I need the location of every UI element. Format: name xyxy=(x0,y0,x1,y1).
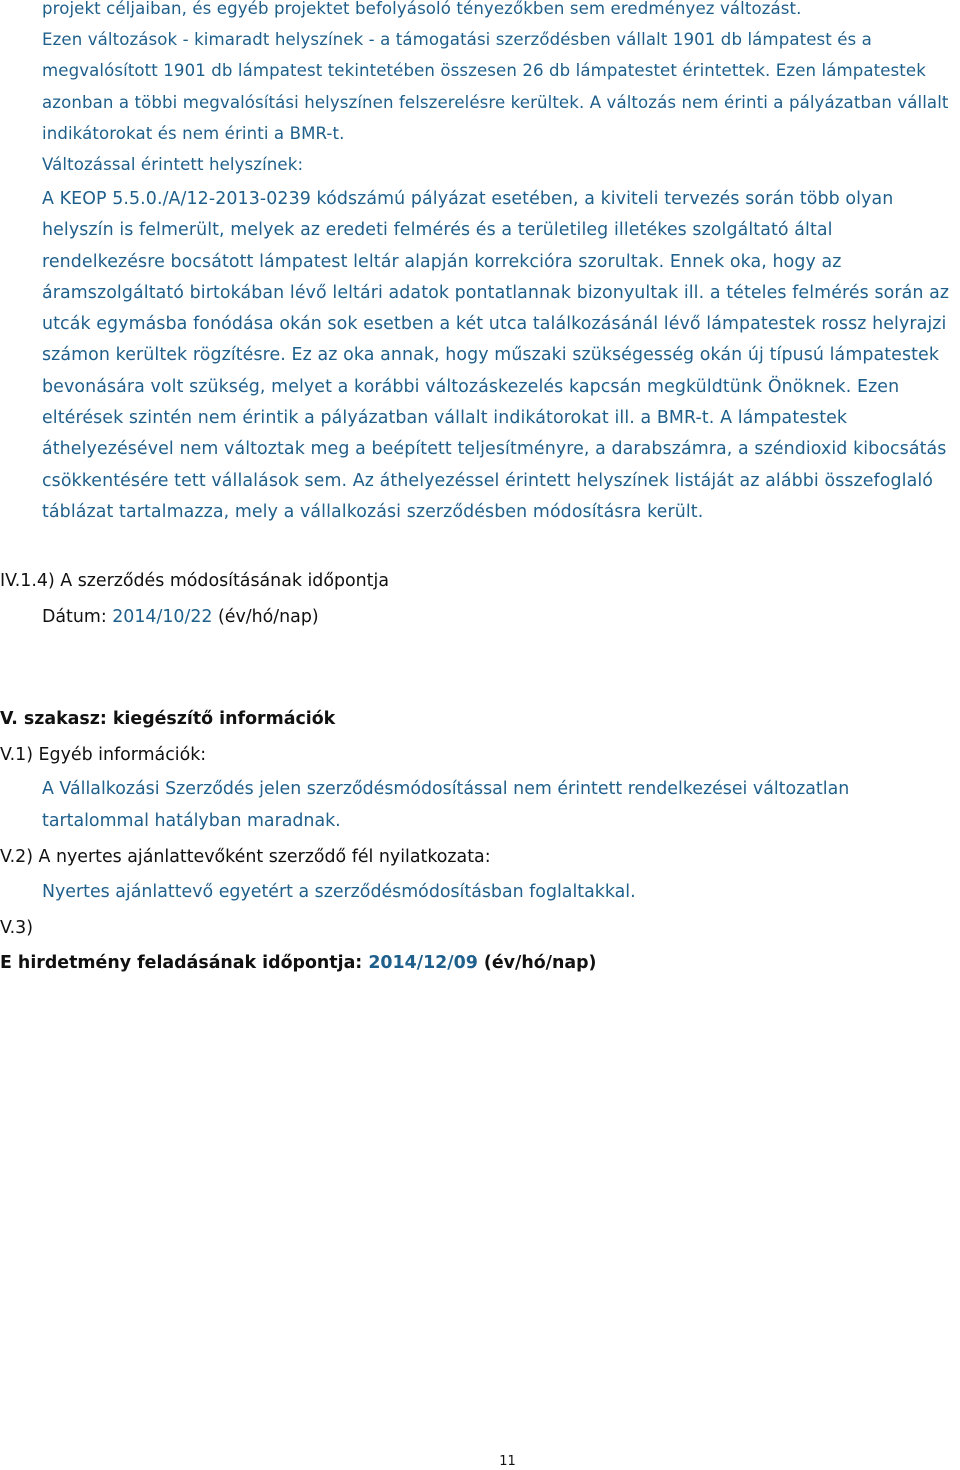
section-v-title-text: V. szakasz: kiegészítő információk xyxy=(0,709,336,729)
v1-heading xyxy=(0,743,206,767)
v2-text xyxy=(42,877,942,909)
affected-locations-label: Változással érintett helyszínek: xyxy=(42,155,304,175)
section-iv-heading xyxy=(0,569,389,593)
intro-paragraph xyxy=(42,0,954,180)
keop-paragraph-text: A KEOP 5.5.0./A/12-2013-0239 kódszámú pályázat esetében, a kiviteli tervezés során több olyan helyszín is felmerült, melyek az eredeti felmérés és a területileg illetékes szolgáltató által rendelkezésre bocsátott lámpatest leltár alapján korrekcióra szorultak. Ennek oka, hogy az áramszolgáltató birtokában lévő leltári adatok pontatlannak bizonyultak ill. a tételes felmérés során az utcák egymásba fonódása okán sok esetben a két utca találkozásánál lévő lámpatestek rossz helyrajzi számon kerültek rögzítésre. Ez az oka annak, hogy műszaki szükségesség okán új típusú lámpatestek bevonására volt szükség, melyet a korábbi változáskezelés kapcsán megküldtünk Önöknek. Ezen eltérések szintén nem érintik a pályázatban vállalt indikátorokat ill. a BMR-t. A lámpatestek áthelyezésével nem változtak meg a beépített teljesítményre, a darabszámra, a széndioxid kibocsátás csökkentésére tett vállalások sem. Az áthelyezéssel érintett helyszínek listáját az alábbi összefoglaló táblázat tartalmazza, mely a vállalkozási szerződésben módosításra került. xyxy=(42,189,950,522)
section-v-title xyxy=(0,707,335,731)
intro-changes-text: Ezen változások - kimaradt helyszínek - a támogatási szerződésben vállalt 1901 db lámpatest és a megvalósított 1901 db lámpatest tekintetében összesen 26 db lámpatestet érintettek. Ezen lámpatestek azonban a többi megvalósítási helyszínen felszerelésre kerültek. A változás nem érinti a pályázatban vállalt indikátorokat és nem érinti a BMR-t. xyxy=(42,30,949,143)
keop-paragraph xyxy=(42,184,954,528)
date-value: 2014/10/22 xyxy=(112,607,213,627)
date-suffix: (év/hó/nap) xyxy=(212,607,319,627)
v1-text xyxy=(42,774,942,837)
v1-heading-text: V.1) Egyéb információk: xyxy=(0,745,207,765)
v1-text-content: A Vállalkozási Szerződés jelen szerződésmódosítással nem érintett rendelkezései változatlan tartalommal hatályban maradnak. xyxy=(42,779,850,831)
page-number: 11 xyxy=(499,1454,516,1469)
date-label: Dátum: xyxy=(42,607,113,627)
v3-heading xyxy=(0,916,33,940)
publish-suffix: (év/hó/nap) xyxy=(477,953,597,973)
v2-text-content: Nyertes ajánlattevő egyetért a szerződésmódosításban foglaltakkal. xyxy=(42,882,636,902)
v2-heading xyxy=(0,845,491,869)
intro-line-1: projekt céljaiban, és egyéb projektet befolyásoló tényezőkben sem eredményez változást. xyxy=(42,0,802,18)
publish-date: 2014/12/09 xyxy=(368,953,478,973)
v2-heading-text: V.2) A nyertes ajánlattevőként szerződő fél nyilatkozata: xyxy=(0,847,491,867)
v3-heading-text: V.3) xyxy=(0,918,34,938)
publish-date-line xyxy=(0,951,597,975)
publish-label: E hirdetmény feladásának időpontja: xyxy=(0,953,369,973)
modification-date-line xyxy=(42,605,319,629)
section-iv-heading-text: IV.1.4) A szerződés módosításának időpontja xyxy=(0,571,389,591)
